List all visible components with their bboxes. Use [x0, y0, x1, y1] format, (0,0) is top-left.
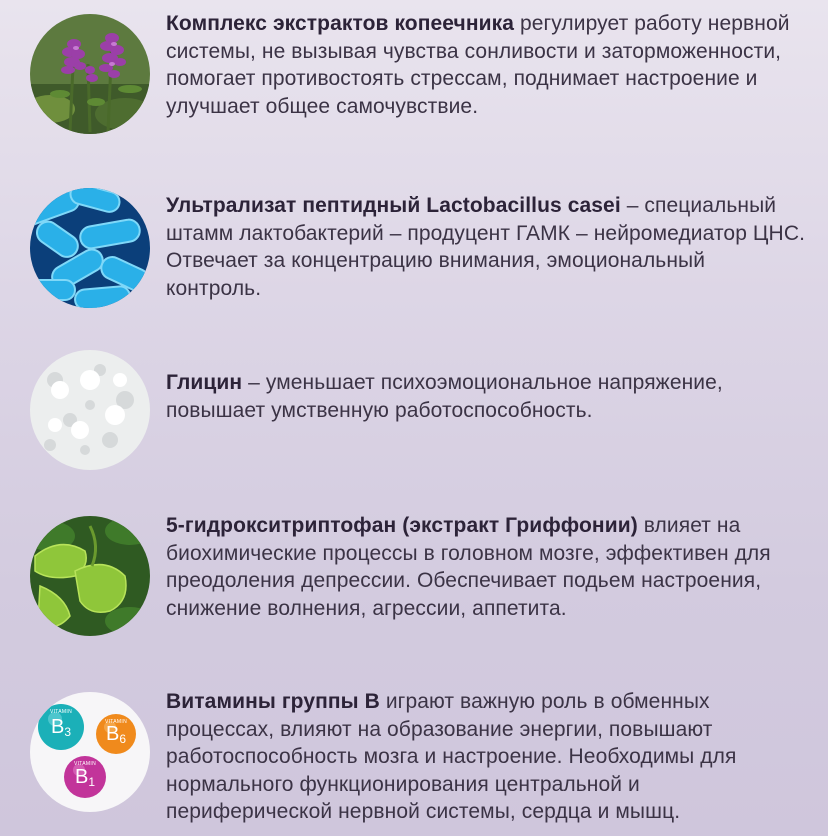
- vitamin-b1-bubble: [64, 756, 106, 798]
- ingredient-text: влияет на биохимические процессы в головном мозге, эффективен для преодоления депрессии. Обеспечивает подьем настроения, снижение волнения, агрессии, аппетита.: [166, 514, 771, 620]
- ingredient-title: Витамины группы В: [166, 690, 380, 713]
- flowering-plant-image: [30, 14, 150, 134]
- ingredient-title: Ультрализат пептидный Lactobacillus casei: [166, 194, 621, 217]
- ingredient-text: играют важную роль в обменных процессах, влияют на образование энергии, повышают работоспособность мозга и настроение. Необходимы для нормального функционирования центральной и периферической нервной системы, сердца и мышц.: [166, 690, 737, 823]
- vitamin-sub: 3: [64, 725, 72, 739]
- ingredient-text: – уменьшает психоэмоциональное напряжение, повышает умственную работоспособность.: [166, 371, 723, 422]
- ingredient-description: [166, 369, 806, 424]
- vitamin-sub: 1: [88, 775, 96, 789]
- ingredient-text: регулирует работу нервной системы, не вызывая чувства сонливости и заторможенности, помогает противостоять стрессам, поднимает настроение и улучшает общее самочувствие.: [166, 12, 790, 118]
- ingredient-description: [166, 192, 806, 302]
- griffonia-pods-image: [30, 516, 150, 636]
- vitamin-letter: B: [74, 765, 89, 788]
- ingredient-description: [166, 10, 806, 120]
- vitamin-b3-bubble: [38, 704, 84, 750]
- ingredient-description: [166, 512, 806, 622]
- vitamin-label: VITAMIN: [104, 719, 127, 725]
- blue-bacteria-image: [30, 188, 150, 308]
- vitamin-label: VITAMIN: [49, 709, 72, 715]
- vitamin-letter: B: [50, 715, 65, 738]
- vitamin-b-bubbles-image: [30, 692, 150, 812]
- vitamin-letter: B: [105, 722, 120, 745]
- vitamin-label: VITAMIN: [73, 761, 96, 767]
- ingredient-title: Глицин: [166, 371, 243, 394]
- vitamin-sub: 6: [119, 732, 127, 746]
- vitamin-b6-bubble: [96, 714, 136, 754]
- white-powder-image: [30, 350, 150, 470]
- ingredient-title: Комплекс экстрактов копеечника: [166, 12, 515, 35]
- ingredient-title: 5-гидрокситриптофан (экстракт Гриффонии): [166, 514, 638, 537]
- ingredient-description: [166, 688, 806, 826]
- ingredient-text: – специальный штамм лактобактерий – продуцент ГАМК – нейромедиатор ЦНС. Отвечает за концентрацию внимания, эмоциональный контроль.: [166, 194, 806, 300]
